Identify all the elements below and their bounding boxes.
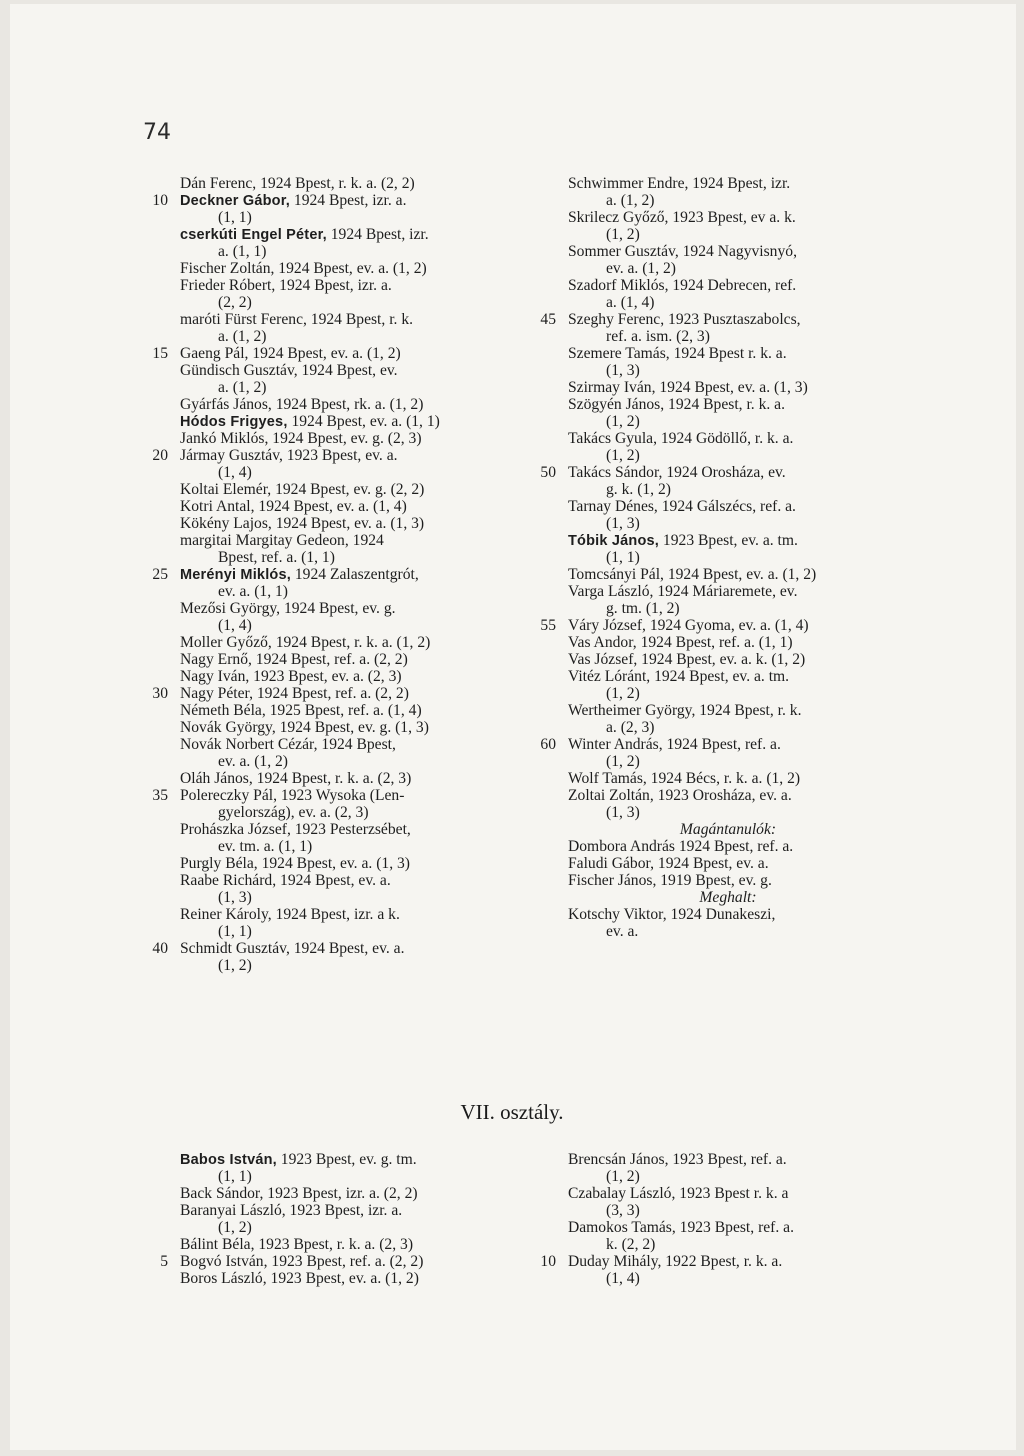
entry-line bbox=[180, 464, 520, 481]
entry-line bbox=[568, 294, 908, 311]
entry-line bbox=[180, 1151, 520, 1168]
entry-text: Tarnay Dénes, 1924 Gálszécs, ref. a. bbox=[568, 498, 796, 515]
entry-text: (2, 2) bbox=[218, 294, 252, 311]
entry-line bbox=[180, 1270, 520, 1287]
entry-text: Oláh János, 1924 Bpest, r. k. a. (2, 3) bbox=[180, 770, 412, 787]
entry-line bbox=[180, 209, 520, 226]
entry-text: 1924 Bpest, ev. a. (1, 1) bbox=[287, 413, 440, 430]
entry-line bbox=[180, 855, 520, 872]
entry-line bbox=[160, 1253, 520, 1270]
entry-line bbox=[568, 192, 908, 209]
entry-line bbox=[568, 668, 908, 685]
entry-line bbox=[568, 328, 908, 345]
entry-line bbox=[152, 787, 520, 804]
subheading-text: Meghalt: bbox=[699, 889, 757, 906]
entry-text: Zoltai Zoltán, 1923 Orosháza, ev. a. bbox=[568, 787, 792, 804]
entry-text: Kotri Antal, 1924 Bpest, ev. a. (1, 4) bbox=[180, 498, 407, 515]
entry-line bbox=[180, 804, 520, 821]
entry-line bbox=[568, 481, 908, 498]
entry-text: (1, 1) bbox=[218, 1168, 252, 1185]
entry-line bbox=[152, 940, 520, 957]
entry-line bbox=[180, 617, 520, 634]
entry-line bbox=[180, 430, 520, 447]
entry-text: Polereczky Pál, 1923 Wysoka (Len- bbox=[180, 787, 405, 804]
entry-text: Czabalay László, 1923 Bpest r. k. a bbox=[568, 1185, 789, 1202]
line-number: 5 bbox=[160, 1253, 168, 1270]
entry-line bbox=[180, 872, 520, 889]
line-number: 15 bbox=[152, 345, 168, 362]
entry-text: Prohászka József, 1923 Pesterzsébet, bbox=[180, 821, 411, 838]
entry-text: Damokos Tamás, 1923 Bpest, ref. a. bbox=[568, 1219, 794, 1236]
entry-line bbox=[568, 243, 908, 260]
entry-text: margitai Margitay Gedeon, 1924 bbox=[180, 532, 384, 549]
entry-line bbox=[568, 226, 908, 243]
line-number: 35 bbox=[152, 787, 168, 804]
entry-line bbox=[568, 447, 908, 464]
entry-line bbox=[568, 379, 908, 396]
entry-line bbox=[540, 617, 908, 634]
entry-text: (1, 3) bbox=[218, 889, 252, 906]
entry-line bbox=[568, 532, 908, 549]
entry-text: Bogvó István, 1923 Bpest, ref. a. (2, 2) bbox=[180, 1253, 424, 1270]
entry-line bbox=[568, 906, 908, 923]
entry-line bbox=[180, 294, 520, 311]
entry-text: Moller Győző, 1924 Bpest, r. k. a. (1, 2) bbox=[180, 634, 431, 651]
entry-text: Kotschy Viktor, 1924 Dunakeszi, bbox=[568, 906, 776, 923]
entry-text: (1, 4) bbox=[606, 1270, 640, 1287]
entry-line bbox=[540, 1253, 908, 1270]
entry-text: Jankó Miklós, 1924 Bpest, ev. g. (2, 3) bbox=[180, 430, 422, 447]
entry-line bbox=[568, 277, 908, 294]
entry-text: a. (1, 2) bbox=[218, 379, 267, 396]
section-title: VII. osztály. bbox=[460, 1100, 564, 1124]
entry-text: Novák Norbert Cézár, 1924 Bpest, bbox=[180, 736, 396, 753]
entry-line bbox=[180, 260, 520, 277]
entry-line bbox=[568, 702, 908, 719]
entry-line bbox=[568, 362, 908, 379]
entry-text: Faludi Gábor, 1924 Bpest, ev. a. bbox=[568, 855, 769, 872]
entry-text: Kökény Lajos, 1924 Bpest, ev. a. (1, 3) bbox=[180, 515, 425, 532]
entry-line bbox=[180, 634, 520, 651]
entry-line bbox=[180, 362, 520, 379]
entry-line bbox=[180, 413, 520, 430]
line-number: 55 bbox=[540, 617, 556, 634]
entry-line bbox=[180, 515, 520, 532]
entry-line bbox=[540, 311, 908, 328]
entry-line bbox=[180, 1202, 520, 1219]
entry-line bbox=[180, 770, 520, 787]
entry-line bbox=[180, 719, 520, 736]
subheading bbox=[568, 821, 908, 838]
entry-text: g. tm. (1, 2) bbox=[606, 600, 680, 617]
entry-line bbox=[568, 175, 908, 192]
entry-text: Dán Ferenc, 1924 Bpest, r. k. a. (2, 2) bbox=[180, 175, 415, 192]
entry-text: Takács Sándor, 1924 Orosháza, ev. bbox=[568, 464, 786, 481]
entry-line bbox=[568, 1202, 908, 1219]
entry-line bbox=[180, 600, 520, 617]
entry-text: (3, 3) bbox=[606, 1202, 640, 1219]
entry-line bbox=[180, 175, 520, 192]
entry-text: (1, 4) bbox=[218, 464, 252, 481]
entry-line bbox=[568, 498, 908, 515]
entry-text: a. (1, 2) bbox=[218, 328, 267, 345]
entry-line bbox=[568, 787, 908, 804]
entry-text: Vas Andor, 1924 Bpest, ref. a. (1, 1) bbox=[568, 634, 793, 651]
entry-line bbox=[568, 396, 908, 413]
entry-text: ev. a. bbox=[606, 923, 639, 940]
bold-name: Tóbik János, bbox=[568, 533, 660, 549]
entry-text: 1923 Bpest, ev. g. tm. bbox=[276, 1151, 417, 1168]
entry-text: Frieder Róbert, 1924 Bpest, izr. a. bbox=[180, 277, 392, 294]
entry-text: Raabe Richárd, 1924 Bpest, ev. a. bbox=[180, 872, 391, 889]
line-number: 20 bbox=[152, 447, 168, 464]
entry-text: Szirmay Iván, 1924 Bpest, ev. a. (1, 3) bbox=[568, 379, 808, 396]
entry-line bbox=[568, 1270, 908, 1287]
entry-line bbox=[568, 345, 908, 362]
entry-text: (1, 2) bbox=[606, 447, 640, 464]
entry-line bbox=[568, 260, 908, 277]
entry-text: Bpest, ref. a. (1, 1) bbox=[218, 549, 335, 566]
entry-text: Brencsán János, 1923 Bpest, ref. a. bbox=[568, 1151, 787, 1168]
entry-line bbox=[180, 957, 520, 974]
line-number: 45 bbox=[540, 311, 556, 328]
entry-line bbox=[152, 447, 520, 464]
line-number: 10 bbox=[540, 1253, 556, 1270]
entry-text: g. k. (1, 2) bbox=[606, 481, 671, 498]
entry-line bbox=[568, 872, 908, 889]
bold-name: Babos István, bbox=[180, 1152, 277, 1168]
entry-line bbox=[568, 685, 908, 702]
entry-line bbox=[180, 532, 520, 549]
entry-text: (1, 3) bbox=[606, 515, 640, 532]
entry-text: a. (1, 1) bbox=[218, 243, 267, 260]
entry-text: ev. a. (1, 1) bbox=[218, 583, 288, 600]
entry-text: Varga László, 1924 Máriaremete, ev. bbox=[568, 583, 798, 600]
entry-text: Váry József, 1924 Gyoma, ev. a. (1, 4) bbox=[568, 617, 809, 634]
entry-text: ev. tm. a. (1, 1) bbox=[218, 838, 313, 855]
entry-text: (1, 2) bbox=[606, 1168, 640, 1185]
entry-text: 1924 Bpest, izr. bbox=[326, 226, 429, 243]
entry-line bbox=[568, 753, 908, 770]
entry-text: Fischer Zoltán, 1924 Bpest, ev. a. (1, 2) bbox=[180, 260, 427, 277]
left-column bbox=[152, 175, 520, 974]
entry-line bbox=[568, 1236, 908, 1253]
entry-text: a. (2, 3) bbox=[606, 719, 655, 736]
entry-text: Wertheimer György, 1924 Bpest, r. k. bbox=[568, 702, 802, 719]
bold-name: Merényi Miklós, bbox=[180, 567, 291, 583]
entry-line bbox=[180, 753, 520, 770]
entry-text: Nagy Péter, 1924 Bpest, ref. a. (2, 2) bbox=[180, 685, 409, 702]
entry-text: 1924 Zalaszentgrót, bbox=[290, 566, 419, 583]
entry-text: Novák György, 1924 Bpest, ev. g. (1, 3) bbox=[180, 719, 429, 736]
entry-text: (1, 2) bbox=[606, 753, 640, 770]
entry-line bbox=[568, 634, 908, 651]
entry-text: Wolf Tamás, 1924 Bécs, r. k. a. (1, 2) bbox=[568, 770, 801, 787]
entry-text: Duday Mihály, 1922 Bpest, r. k. a. bbox=[568, 1253, 783, 1270]
entry-text: ev. a. (1, 2) bbox=[218, 753, 288, 770]
entry-line bbox=[180, 889, 520, 906]
entry-text: gyelország), ev. a. (2, 3) bbox=[218, 804, 369, 821]
bold-name: Deckner Gábor, bbox=[180, 193, 290, 209]
entry-line bbox=[568, 1151, 908, 1168]
bottom-left-column bbox=[160, 1151, 520, 1287]
entry-text: a. (1, 2) bbox=[606, 192, 655, 209]
entry-text: Németh Béla, 1925 Bpest, ref. a. (1, 4) bbox=[180, 702, 422, 719]
entry-line bbox=[540, 464, 908, 481]
entry-text: Takács Gyula, 1924 Gödöllő, r. k. a. bbox=[568, 430, 794, 447]
entry-line bbox=[180, 838, 520, 855]
entry-text: (1, 2) bbox=[606, 413, 640, 430]
entry-text: Szögyén János, 1924 Bpest, r. k. a. bbox=[568, 396, 785, 413]
entry-text: (1, 2) bbox=[218, 957, 252, 974]
entry-text: Sommer Gusztáv, 1924 Nagyvisnyó, bbox=[568, 243, 797, 260]
entry-line bbox=[180, 311, 520, 328]
entry-line bbox=[568, 430, 908, 447]
line-number: 30 bbox=[152, 685, 168, 702]
entry-text: Szemere Tamás, 1924 Bpest r. k. a. bbox=[568, 345, 787, 362]
entry-line bbox=[568, 770, 908, 787]
entry-text: Tomcsányi Pál, 1924 Bpest, ev. a. (1, 2) bbox=[568, 566, 817, 583]
entry-line bbox=[568, 804, 908, 821]
entry-text: k. (2, 2) bbox=[606, 1236, 656, 1253]
entry-line bbox=[152, 192, 520, 209]
entry-line bbox=[180, 243, 520, 260]
entry-line bbox=[180, 481, 520, 498]
subheading-text: Magántanulók: bbox=[679, 821, 777, 838]
entry-line bbox=[180, 1185, 520, 1202]
entry-line bbox=[152, 685, 520, 702]
entry-text: Baranyai László, 1923 Bpest, izr. a. bbox=[180, 1202, 403, 1219]
entry-text: (1, 2) bbox=[606, 685, 640, 702]
entry-text: Koltai Elemér, 1924 Bpest, ev. g. (2, 2) bbox=[180, 481, 425, 498]
entry-text: 1923 Bpest, ev. a. tm. bbox=[659, 532, 798, 549]
entry-text: Gaeng Pál, 1924 Bpest, ev. a. (1, 2) bbox=[180, 345, 401, 362]
entry-text: a. (1, 4) bbox=[606, 294, 655, 311]
bold-name: cserkúti Engel Péter, bbox=[180, 227, 327, 243]
entry-line bbox=[568, 719, 908, 736]
line-number: 50 bbox=[540, 464, 556, 481]
entry-line bbox=[568, 566, 908, 583]
entry-text: Vas József, 1924 Bpest, ev. a. k. (1, 2) bbox=[568, 651, 806, 668]
line-number: 60 bbox=[540, 736, 556, 753]
entry-line bbox=[180, 668, 520, 685]
entry-text: Schmidt Gusztáv, 1924 Bpest, ev. a. bbox=[180, 940, 405, 957]
bottom-right-column bbox=[540, 1151, 908, 1287]
entry-line bbox=[180, 583, 520, 600]
entry-line bbox=[180, 277, 520, 294]
entry-line bbox=[180, 396, 520, 413]
entry-text: Schwimmer Endre, 1924 Bpest, izr. bbox=[568, 175, 791, 192]
page-number: 74 bbox=[143, 120, 171, 145]
entry-text: Back Sándor, 1923 Bpest, izr. a. (2, 2) bbox=[180, 1185, 418, 1202]
entry-line bbox=[180, 821, 520, 838]
entry-line bbox=[180, 1168, 520, 1185]
entry-text: (1, 2) bbox=[606, 226, 640, 243]
entry-line bbox=[568, 583, 908, 600]
entry-line bbox=[568, 838, 908, 855]
entry-line bbox=[180, 379, 520, 396]
subheading bbox=[568, 889, 908, 906]
entry-line bbox=[568, 855, 908, 872]
entry-line bbox=[180, 736, 520, 753]
entry-line bbox=[568, 1168, 908, 1185]
entry-text: (1, 1) bbox=[606, 549, 640, 566]
entry-text: (1, 4) bbox=[218, 617, 252, 634]
entry-line bbox=[152, 566, 520, 583]
entry-text: Gündisch Gusztáv, 1924 Bpest, ev. bbox=[180, 362, 398, 379]
entry-text: (1, 3) bbox=[606, 362, 640, 379]
line-number: 25 bbox=[152, 566, 168, 583]
entry-text: Winter András, 1924 Bpest, ref. a. bbox=[568, 736, 781, 753]
entry-text: (1, 2) bbox=[218, 1219, 252, 1236]
entry-text: Nagy Ernő, 1924 Bpest, ref. a. (2, 2) bbox=[180, 651, 408, 668]
entry-line bbox=[568, 651, 908, 668]
entry-text: Szadorf Miklós, 1924 Debrecen, ref. bbox=[568, 277, 797, 294]
entry-text: Purgly Béla, 1924 Bpest, ev. a. (1, 3) bbox=[180, 855, 410, 872]
entry-text: Nagy Iván, 1923 Bpest, ev. a. (2, 3) bbox=[180, 668, 402, 685]
entry-line bbox=[180, 498, 520, 515]
entry-line bbox=[540, 736, 908, 753]
line-number: 40 bbox=[152, 940, 168, 957]
entry-line bbox=[180, 1236, 520, 1253]
entry-text: Mezősi György, 1924 Bpest, ev. g. bbox=[180, 600, 396, 617]
entry-line bbox=[180, 651, 520, 668]
entry-line bbox=[180, 906, 520, 923]
entry-text: Bálint Béla, 1923 Bpest, r. k. a. (2, 3) bbox=[180, 1236, 414, 1253]
entry-text: Jármay Gusztáv, 1923 Bpest, ev. a. bbox=[180, 447, 398, 464]
entry-line bbox=[568, 1219, 908, 1236]
entry-text: Boros László, 1923 Bpest, ev. a. (1, 2) bbox=[180, 1270, 419, 1287]
entry-text: (1, 1) bbox=[218, 209, 252, 226]
entry-line bbox=[568, 209, 908, 226]
entry-line bbox=[568, 515, 908, 532]
entry-text: Fischer János, 1919 Bpest, ev. g. bbox=[568, 872, 772, 889]
entry-line bbox=[180, 702, 520, 719]
entry-line bbox=[152, 345, 520, 362]
entry-text: ref. a. ism. (2, 3) bbox=[606, 328, 710, 345]
entry-text: Dombora András 1924 Bpest, ref. a. bbox=[568, 838, 794, 855]
right-column bbox=[540, 175, 908, 940]
entry-line bbox=[180, 226, 520, 243]
entry-line bbox=[180, 1219, 520, 1236]
entry-text: 1924 Bpest, izr. a. bbox=[290, 192, 407, 209]
line-number: 10 bbox=[152, 192, 168, 209]
entry-line bbox=[180, 328, 520, 345]
entry-line bbox=[180, 923, 520, 940]
entry-text: Skrilecz Győző, 1923 Bpest, ev a. k. bbox=[568, 209, 796, 226]
entry-text: Gyárfás János, 1924 Bpest, rk. a. (1, 2) bbox=[180, 396, 424, 413]
entry-line bbox=[568, 1185, 908, 1202]
entry-line bbox=[180, 549, 520, 566]
entry-line bbox=[568, 549, 908, 566]
entry-text: Reiner Károly, 1924 Bpest, izr. a k. bbox=[180, 906, 400, 923]
entry-text: (1, 3) bbox=[606, 804, 640, 821]
entry-text: Vitéz Lóránt, 1924 Bpest, ev. a. tm. bbox=[568, 668, 790, 685]
entry-line bbox=[568, 600, 908, 617]
entry-line bbox=[568, 923, 908, 940]
entry-text: (1, 1) bbox=[218, 923, 252, 940]
entry-text: maróti Fürst Ferenc, 1924 Bpest, r. k. bbox=[180, 311, 414, 328]
entry-text: Szeghy Ferenc, 1923 Pusztaszabolcs, bbox=[568, 311, 801, 328]
entry-line bbox=[568, 413, 908, 430]
bold-name: Hódos Frigyes, bbox=[180, 414, 288, 430]
entry-text: ev. a. (1, 2) bbox=[606, 260, 676, 277]
